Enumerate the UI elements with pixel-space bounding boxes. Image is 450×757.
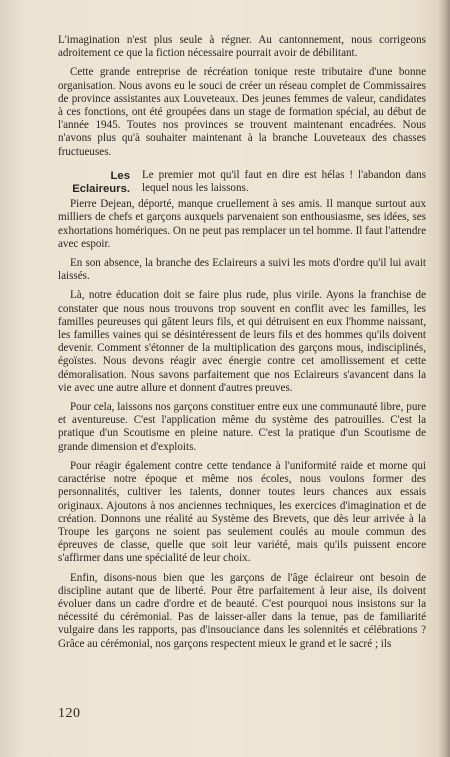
paragraph: Cette grande entreprise de récréation tonique reste tributaire d'une bonne organisation. Nous avons eu le souci de créer un réseau complet de Commissaires de province assistantes aux Louveteaux. Des jeunes femmes de valeur, candidates à ces fonctions, ont été groupées dans un stage de formation spécial, au début de l'année 1945. Toutes nos provinces se trouvent maintenant encadrées. Nous n'avons plus qu'à souhaiter maintenant à la branche Louveteaux des chasses fructueuses. (58, 66, 426, 158)
section-eclaireurs (58, 169, 426, 196)
section-heading-line: Eclaireurs. (72, 183, 130, 196)
paragraph: Là, notre éducation doit se faire plus rude, plus virile. Ayons la franchise de constater que nous nous trouvons trop souvent en conflit avec les familles, les familles peureuses qui gâtent leurs fils, et qui détruisent en eux l'homme naissant, les familles vaines qui se désintéressent de leurs fils et des hommes qu'ils doivent devenir. Comment s'étonner de la multiplication des garçons mous, indisciplinés, égoïstes. Nous devons réagir avec énergie contre cet amollissement et cette démoralisation. Nous savons parfaitement que nos Eclaireurs s'avancent dans la vie avec une autre allure et donnent d'autres preuves. (58, 289, 426, 394)
section-heading-line: Les (110, 169, 130, 182)
section-heading (58, 169, 142, 196)
body-text (58, 34, 426, 657)
paragraph: Pierre Dejean, déporté, manque cruellement à ses amis. Il manque surtout aux milliers de chefs et garçons auxquels parvenaient son enthousiasme, ses idées, ses exhortations homériques. On ne peut pas remplacer un tel homme. Il faut l'attendre avec espoir. (58, 198, 426, 250)
paragraph: Pour réagir également contre cette tendance à l'uniformité raide et morne qui caractérise notre époque et même nos écoles, nous voulons former des personnalités, cultiver les talents, donner toutes leurs chances aux essais originaux. Ajoutons à nos anciennes techniques, les exercices d'imagination et de création. Donnons une réalité au Système des Brevets, que dès leur arrivée à la Troupe les garçons ne soient pas seulement coulés au moule commun des épreuves de classe, quelle que soit leur variété, mais qu'ils puissent encore s'affirmer dans une spécialité de leur choix. (58, 459, 426, 565)
page-edge-shadow (438, 0, 450, 757)
paragraph: En son absence, la branche des Eclaireurs a suivi les mots d'ordre qu'il lui avait laissés. (58, 257, 426, 283)
paragraph: L'imagination n'est plus seule à régner. Au cantonnement, nous corrigeons adroitement ce que la fiction nécessaire pourrait avoir de débilitant. (58, 34, 426, 60)
section-lead-paragraph: Le premier mot qu'il faut en dire est hélas ! l'abandon dans lequel nous les laissons. (142, 168, 426, 195)
paragraph: Pour cela, laissons nos garçons constituer entre eux une communauté libre, pure et aventureuse. C'est l'application même du système des patrouilles. C'est la pratique d'un Scoutisme en pleine nature. C'est la pratique d'un Scoutisme de grande dimension et d'exploits. (58, 401, 426, 453)
paragraph: Enfin, disons-nous bien que les garçons de l'âge éclaireur ont besoin de discipline autant que de liberté. Pour être parfaitement à leur aise, ils doivent évoluer dans un cadre d'ordre et de beauté. C'est pourquoi nous insistons sur la nécessité du cérémonial. Pas de laisser-aller dans la tenue, pas de familiarité vulgaire dans les rapports, pas d'insouciance dans les solennités et célébrations ? Grâce au cérémonial, nos garçons respectent mieux le grand et le sacré ; ils (58, 571, 426, 650)
page-number: 120 (58, 706, 81, 721)
